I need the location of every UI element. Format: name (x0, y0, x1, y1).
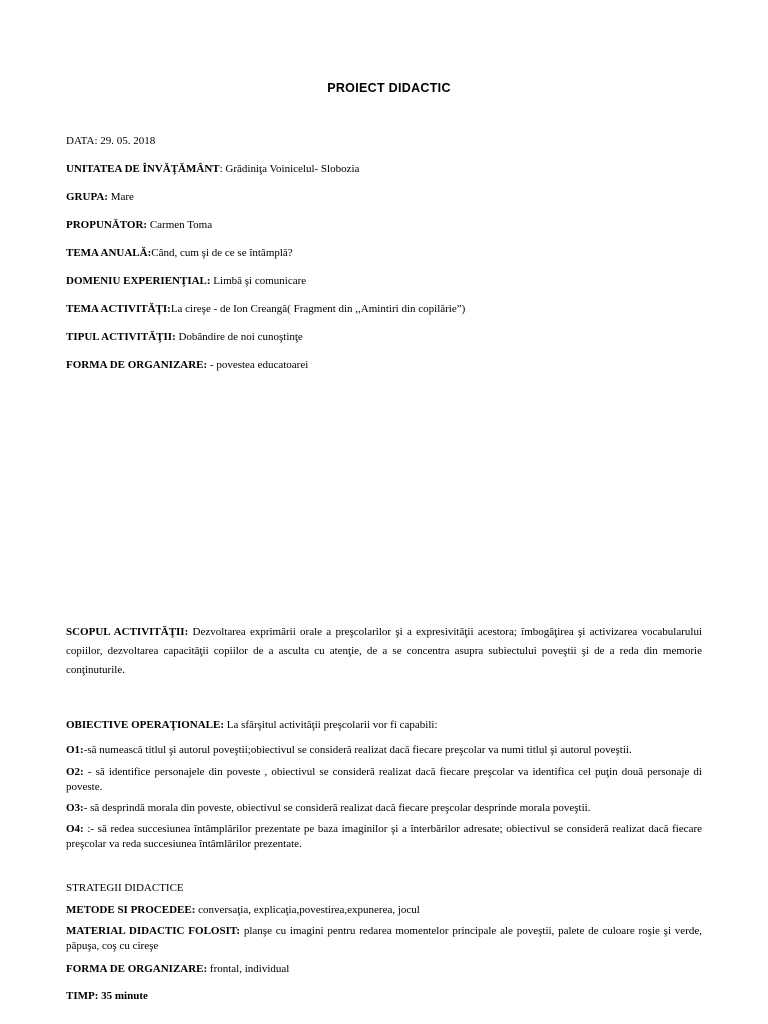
timp-value: 35 minute (98, 990, 148, 1002)
tipul-line (66, 330, 303, 344)
forma-line (66, 358, 308, 372)
forma-strategii-value: frontal, individual (207, 963, 290, 975)
tema-activitatii-value: La cireşe - de Ion Creangă( Fragment din ,,Amintiri din copilărie”) (170, 303, 466, 315)
scopul-value: Dezvoltarea exprimării orale a preşcolarilor şi a expresivităţii acestora; îmbogăţirea şi activizarea vocabularului copiilor, dezvoltarea capacităţii copiilor de a asculta cu atenţie, de a se concentra asupra subiectului poveştii şi de a reda din memorie conţinuturile. (66, 626, 702, 676)
tema-activitatii-label: TEMA ACTIVITĂŢI: (66, 303, 171, 315)
timp-line (66, 989, 148, 1003)
tipul-value: Dobândire de noi cunoştinţe (175, 331, 303, 343)
obiective-intro: La sfârşitul activităţii preşcolarii vor fi capabili: (224, 719, 438, 731)
page-title: PROIECT DIDACTIC (327, 81, 451, 95)
obiective-heading (66, 718, 438, 732)
unitatea-label: UNITATEA DE ÎNVĂŢĂMÂNT (66, 163, 220, 175)
propunator-line (66, 218, 212, 232)
objective-item-o2 (66, 765, 702, 795)
objective-text: :- să redea succesiunea întâmplărilor prezentate pe baza imaginilor şi a înterbărilor adresate; obiectivul se consideră realizat dacă fiecare preşcolar va reda succesiunea întâmlărilor prezentate. (66, 823, 702, 850)
objective-code: O3: (66, 802, 84, 814)
domeniu-label: DOMENIU EXPERIENŢIAL: (66, 275, 211, 287)
forma-strategii-label: FORMA DE ORGANIZARE: (66, 963, 208, 975)
grupa-line (66, 190, 134, 204)
forma-value: - povestea educatoarei (207, 359, 309, 371)
objective-text: - să desprindă morala din poveste, obiectivul se consideră realizat dacă fiecare preşcolar desprinde morala poveştii. (83, 802, 591, 814)
tema-anuala-line (66, 246, 293, 260)
domeniu-value: Limbă şi comunicare (210, 275, 307, 287)
propunator-value: Carmen Toma (147, 219, 213, 231)
scopul-label: SCOPUL ACTIVITĂŢII: (66, 626, 189, 638)
timp-label: TIMP: (66, 990, 99, 1002)
propunator-label: PROPUNĂTOR: (66, 219, 148, 231)
tema-anuala-value: Când, cum şi de ce se întâmplă? (151, 247, 293, 259)
tema-activitatii-line (66, 302, 465, 316)
material-paragraph (66, 924, 702, 954)
strategii-heading: STRATEGII DIDACTICE (66, 882, 184, 894)
objective-text: - să identifice personajele din poveste , obiectivul se consideră realizat dacă fiecare preşcolar va identifica cel puţin două personaje di poveste. (66, 766, 702, 793)
forma-label: FORMA DE ORGANIZARE: (66, 359, 208, 371)
forma-strategii-line (66, 962, 289, 976)
tipul-label: TIPUL ACTIVITĂŢII: (66, 331, 176, 343)
scopul-paragraph (66, 623, 702, 680)
unitatea-line (66, 162, 359, 176)
date-line: DATA: 29. 05. 2018 (66, 135, 156, 147)
unitatea-value: : Grădiniţa Voinicelul- Slobozia (219, 163, 360, 175)
grupa-label: GRUPA: (66, 191, 108, 203)
objective-text: -să numească titlul şi autorul poveştii;obiectivul se consideră realizat dacă fiecare preşcolar va numi titlul şi autorul poveştii. (83, 744, 632, 756)
obiective-label: OBIECTIVE OPERAŢIONALE: (66, 719, 225, 731)
metode-value: conversaţia, explicaţia,povestirea,expunerea, jocul (195, 904, 420, 916)
material-value: planşe cu imagini pentru redarea momentelor principale ale poveştii, palete de culoare roşie şi verde, păpuşa, coş cu cireşe (66, 925, 702, 952)
metode-line (66, 903, 420, 917)
grupa-value: Mare (107, 191, 134, 203)
tema-anuala-label: TEMA ANUALĂ: (66, 247, 152, 259)
objective-item-o3 (66, 801, 702, 816)
material-label: MATERIAL DIDACTIC FOLOSIT: (66, 925, 241, 937)
metode-label: METODE SI PROCEDEE: (66, 904, 196, 916)
objective-item-o4 (66, 822, 702, 852)
objective-code: O4: (66, 823, 84, 835)
objective-item-o1 (66, 743, 702, 758)
objective-code: O2: (66, 766, 84, 778)
domeniu-line (66, 274, 306, 288)
objective-code: O1: (66, 744, 84, 756)
